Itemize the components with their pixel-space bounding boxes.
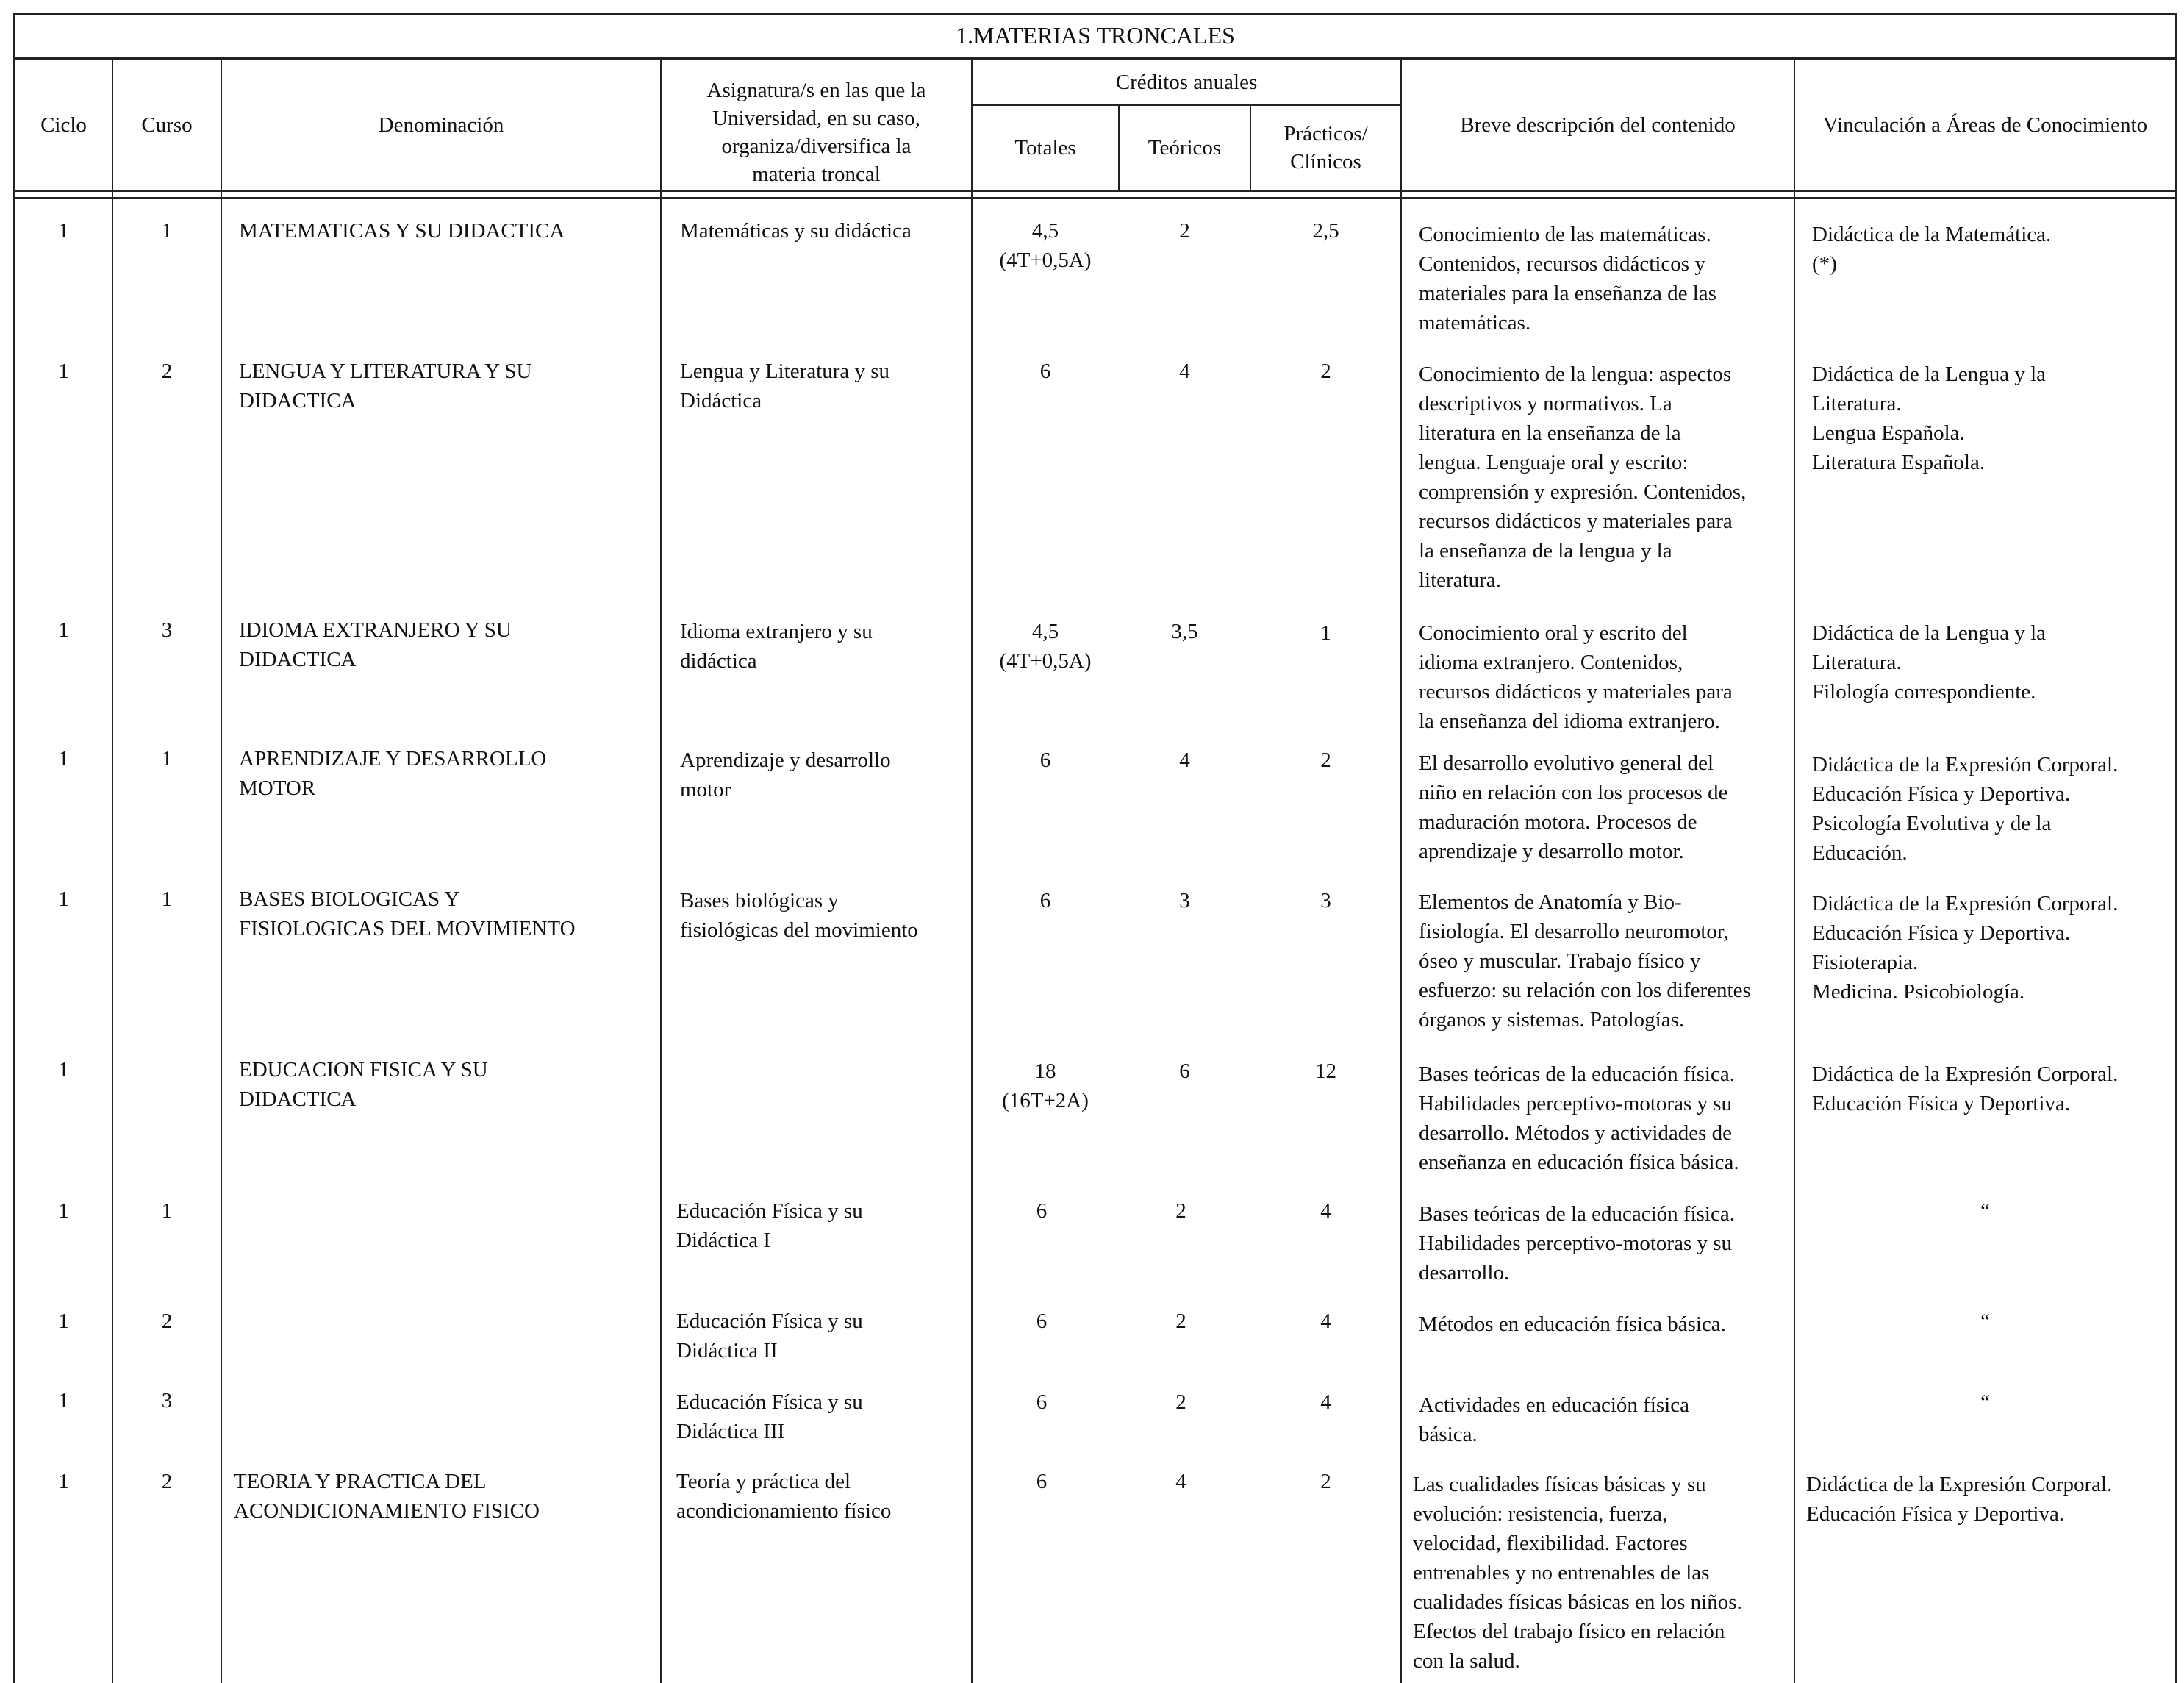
cell-vinculacion: Didáctica de la Expresión Corporal. Educación Física y Deportiva.	[1812, 1062, 2119, 1115]
cell-denominacion: IDIOMA EXTRANJERO Y SU DIDACTICA	[239, 618, 512, 671]
cell-practicos: 4	[1320, 1309, 1331, 1333]
cell-totales: 18 (16T+2A)	[1002, 1060, 1089, 1112]
cell-practicos: 2	[1320, 360, 1331, 383]
cell-denominacion: BASES BIOLOGICAS Y FISIOLOGICAS DEL MOVIMIENTO	[239, 887, 576, 940]
cell-teoricos: 3	[1179, 889, 1190, 912]
header-bottom-line	[13, 197, 2177, 199]
header-creditos: Créditos anuales	[1115, 70, 1258, 94]
cell-totales: 6	[1039, 748, 1051, 772]
cell-totales: 6	[1036, 1390, 1048, 1414]
cell-curso: 2	[161, 360, 173, 383]
header-asignatura: Asignatura/s en las que la Universidad, en su caso, organiza/diversifica la materia troncal	[706, 79, 926, 186]
cell-descripcion: Métodos en educación física básica.	[1419, 1312, 1726, 1336]
cell-denominacion: TEORIA Y PRACTICA DEL ACONDICIONAMIENTO FISICO	[234, 1470, 540, 1523]
cell-vinculacion: Didáctica de la Expresión Corporal. Educación Física y Deportiva. Fisioterapia. Medicina. Psicobiología.	[1812, 892, 2119, 1004]
cell-curso: 2	[161, 1470, 173, 1493]
cell-asignatura: Educación Física y su Didáctica II	[676, 1309, 863, 1362]
cell-descripcion: Bases teóricas de la educación física. Habilidades perceptivo-motoras y su desarrollo.	[1419, 1202, 1735, 1284]
left-border	[13, 13, 15, 1683]
cell-asignatura: Teoría y práctica del acondicionamiento físico	[676, 1470, 892, 1523]
header-vinculacion: Vinculación a Áreas de Conocimiento	[1822, 113, 2148, 137]
header-ciclo: Ciclo	[40, 113, 87, 137]
col-divider-2	[221, 57, 222, 1683]
cell-practicos: 1	[1320, 621, 1331, 645]
cell-totales: 4,5 (4T+0,5A)	[999, 620, 1092, 673]
cell-totales: 6	[1036, 1470, 1048, 1493]
header-totales: Totales	[1014, 136, 1076, 160]
cell-vinculacion: Didáctica de la Expresión Corporal. Educación Física y Deportiva.	[1806, 1473, 2113, 1526]
header-practicos: Prácticos/ Clínicos	[1283, 122, 1368, 174]
cell-descripcion: Actividades en educación física básica.	[1419, 1393, 1689, 1446]
cell-ciclo: 1	[58, 618, 69, 642]
cell-teoricos: 2	[1179, 219, 1190, 243]
cell-totales: 6	[1036, 1199, 1048, 1223]
cell-practicos: 4	[1320, 1390, 1331, 1414]
cell-practicos: 2	[1320, 748, 1331, 772]
cell-asignatura: Educación Física y su Didáctica III	[676, 1390, 863, 1443]
col-divider-3	[660, 57, 662, 1683]
header-descripcion: Breve descripción del contenido	[1460, 113, 1736, 137]
cell-totales: 6	[1039, 360, 1051, 383]
cell-ciclo: 1	[58, 1470, 69, 1493]
cell-curso: 1	[161, 747, 173, 771]
right-border	[2175, 13, 2177, 1683]
cell-vinculacion: Didáctica de la Matemática. (*)	[1812, 223, 2052, 276]
cell-vinculacion: “	[1980, 1390, 1990, 1414]
cell-denominacion: MATEMATICAS Y SU DIDACTICA	[239, 219, 565, 243]
cell-descripcion: Bases teóricas de la educación física. Habilidades perceptivo-motoras y su desarrollo. Métodos y actividades de enseñanza en educación física básica.	[1419, 1062, 1739, 1174]
cell-ciclo: 1	[58, 887, 69, 911]
cell-teoricos: 2	[1175, 1390, 1186, 1414]
cell-vinculacion: “	[1980, 1309, 1990, 1333]
cell-curso: 2	[161, 1309, 173, 1333]
cell-practicos: 2,5	[1312, 219, 1339, 243]
header-denominacion: Denominación	[378, 113, 504, 137]
cell-descripcion: Conocimiento de las matemáticas. Contenidos, recursos didácticos y materiales para la enseñanza de las matemáticas.	[1419, 223, 1716, 335]
cell-descripcion: El desarrollo evolutivo general del niño en relación con los procesos de maduración motora. Procesos de aprendizaje y desarrollo motor.	[1419, 751, 1728, 863]
col-divider-4	[971, 57, 973, 1683]
cell-denominacion: APRENDIZAJE Y DESARROLLO MOTOR	[239, 747, 547, 800]
cell-teoricos: 4	[1175, 1470, 1186, 1493]
cell-denominacion: EDUCACION FISICA Y SU DIDACTICA	[239, 1058, 488, 1111]
cell-vinculacion: “	[1980, 1199, 1990, 1223]
cell-vinculacion: Didáctica de la Expresión Corporal. Educación Física y Deportiva. Psicología Evolutiva y de la Educación.	[1812, 753, 2119, 865]
cell-ciclo: 1	[58, 747, 69, 771]
cell-asignatura: Bases biológicas y fisiológicas del movimiento	[680, 889, 918, 942]
cell-curso: 1	[161, 887, 173, 911]
cell-curso: 3	[161, 1389, 173, 1412]
cell-teoricos: 2	[1175, 1309, 1186, 1333]
cell-curso: 3	[161, 618, 173, 642]
cell-descripcion: Elementos de Anatomía y Bio- fisiología. El desarrollo neuromotor, óseo y muscular. Trabajo físico y esfuerzo: su relación con los diferentes órganos y sistemas. Patologías.	[1419, 890, 1751, 1032]
table-title: 1.MATERIAS TRONCALES	[956, 21, 1235, 49]
cell-asignatura: Aprendizaje y desarrollo motor	[680, 748, 891, 801]
cell-ciclo: 1	[58, 1309, 69, 1333]
cell-teoricos: 4	[1179, 360, 1190, 383]
cell-vinculacion: Didáctica de la Lengua y la Literatura. Lengua Española. Literatura Española.	[1812, 362, 2047, 474]
cell-curso: 1	[161, 219, 173, 243]
cell-ciclo: 1	[58, 1199, 69, 1223]
cell-descripcion: Las cualidades físicas básicas y su evolución: resistencia, fuerza, velocidad, flexibilidad. Factores entrenables y no entrenables de las cualidades físicas básicas en los niños. Efectos del trabajo físico en relación con la salud.	[1413, 1473, 1742, 1673]
col-divider-7	[1400, 57, 1402, 1683]
cell-teoricos: 2	[1175, 1199, 1186, 1223]
cell-denominacion: LENGUA Y LITERATURA Y SU DIDACTICA	[239, 360, 532, 412]
cell-practicos: 12	[1315, 1060, 1336, 1083]
cell-descripcion: Conocimiento de la lengua: aspectos descriptivos y normativos. La literatura en la enseñanza de la lengua. Lenguaje oral y escrito: comprensión y expresión. Contenidos, recursos didácticos y materiales para la enseñanza de la lengua y la literatura.	[1419, 362, 1747, 592]
col-divider-1	[112, 57, 113, 1683]
cell-asignatura: Idioma extranjero y su didáctica	[680, 620, 873, 673]
cell-ciclo: 1	[58, 1058, 69, 1082]
cell-totales: 6	[1036, 1309, 1048, 1333]
cell-practicos: 3	[1320, 889, 1331, 912]
cell-totales: 4,5 (4T+0,5A)	[999, 219, 1092, 272]
cell-ciclo: 1	[58, 1389, 69, 1412]
header-teoricos: Teóricos	[1148, 136, 1222, 160]
cell-teoricos: 6	[1179, 1060, 1190, 1083]
cell-vinculacion: Didáctica de la Lengua y la Literatura. Filología correspondiente.	[1812, 621, 2047, 704]
cell-practicos: 4	[1320, 1199, 1331, 1223]
cell-asignatura: Lengua y Literatura y su Didáctica	[680, 360, 890, 412]
cell-descripcion: Conocimiento oral y escrito del idioma extranjero. Contenidos, recursos didácticos y materiales para la enseñanza del idioma extranjero.	[1419, 621, 1733, 733]
cell-practicos: 2	[1320, 1470, 1331, 1493]
cell-asignatura: Educación Física y su Didáctica I	[676, 1199, 863, 1252]
cell-ciclo: 1	[58, 219, 69, 243]
cell-curso: 1	[161, 1199, 173, 1223]
cell-ciclo: 1	[58, 360, 69, 383]
cell-teoricos: 3,5	[1171, 620, 1198, 643]
cell-asignatura: Matemáticas y su didáctica	[680, 219, 912, 243]
cell-totales: 6	[1039, 889, 1051, 912]
col-divider-8	[1794, 57, 1795, 1683]
cell-teoricos: 4	[1179, 748, 1190, 772]
header-curso: Curso	[141, 113, 193, 137]
